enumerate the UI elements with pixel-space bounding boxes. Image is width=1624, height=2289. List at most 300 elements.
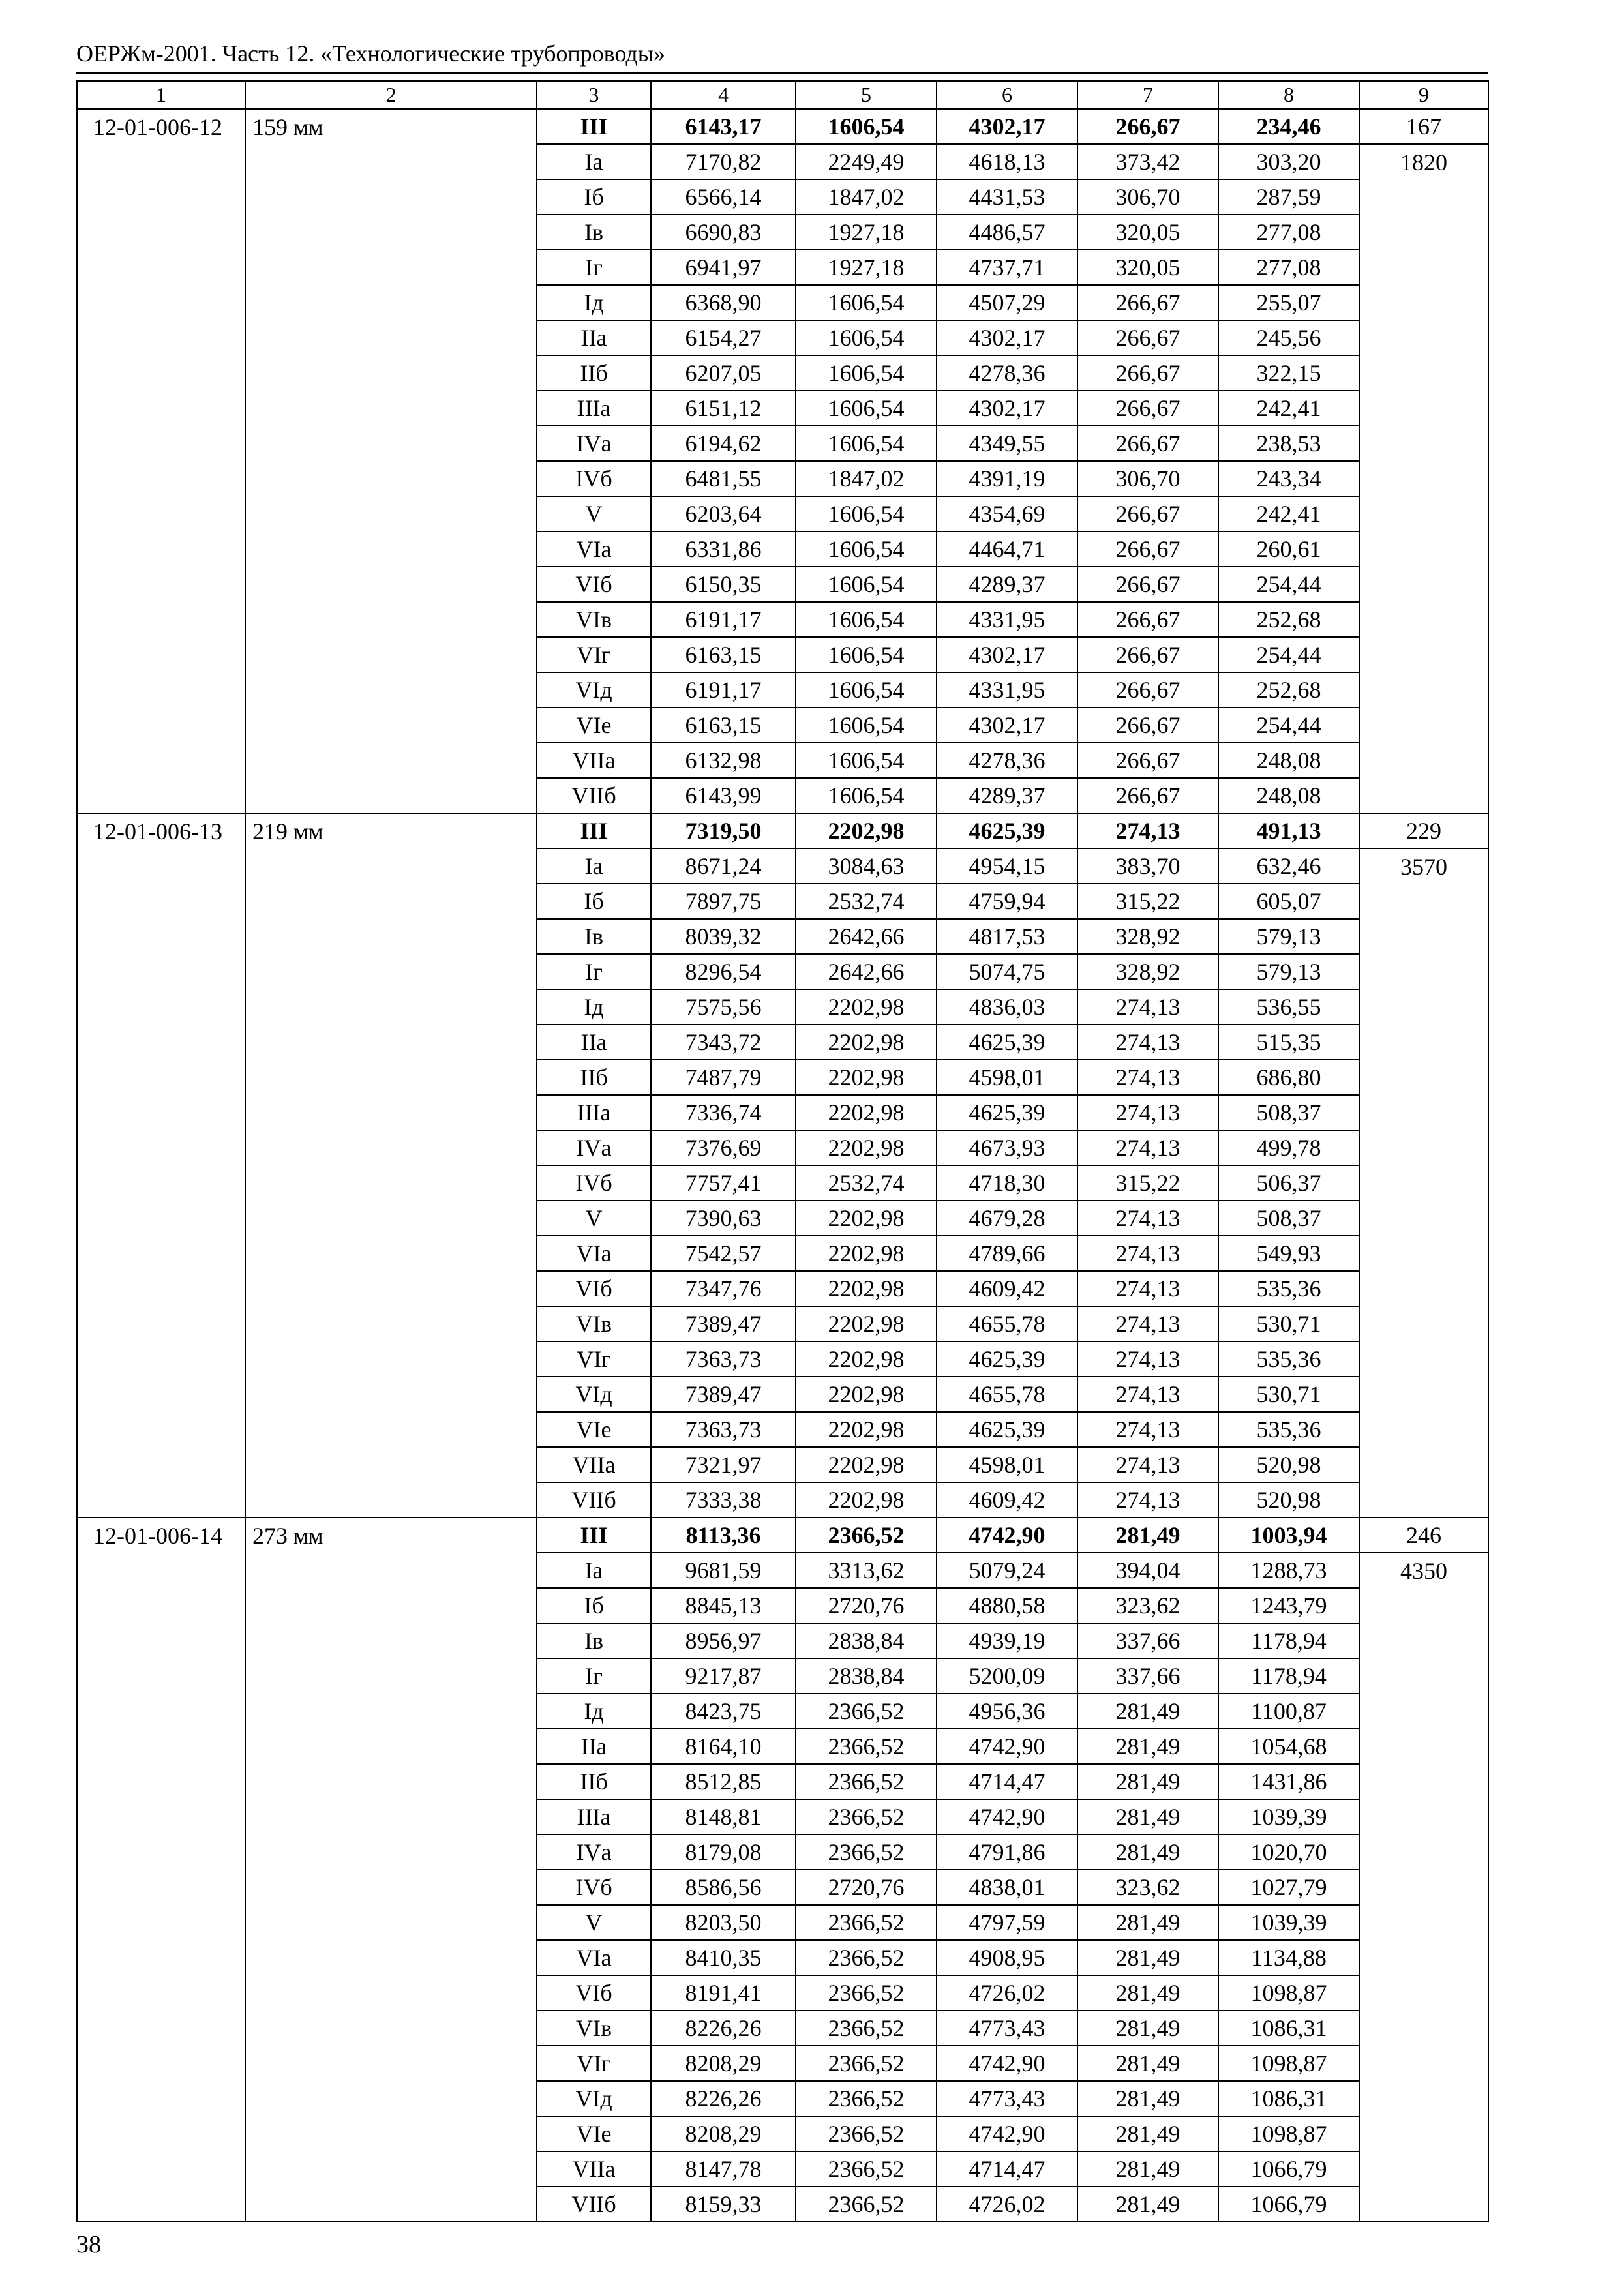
rate-code-cell — [77, 2187, 245, 2222]
machine-cost-cell: 4598,01 — [937, 1060, 1077, 1095]
wages-cell: 1606,54 — [796, 355, 937, 391]
zone-cell: IVа — [537, 1834, 651, 1870]
rate-code-cell — [77, 1940, 245, 1975]
total-cost-cell: 7170,82 — [651, 144, 796, 179]
materials-cell: 277,08 — [1218, 250, 1359, 285]
machine-cost-cell: 4836,03 — [937, 989, 1077, 1025]
wages-cell: 1606,54 — [796, 743, 937, 778]
table-row — [77, 1870, 1488, 1905]
zone-cell: VIе — [537, 708, 651, 743]
table-row — [77, 1130, 1488, 1165]
pipe-size-cell — [245, 355, 537, 391]
table-row — [77, 989, 1488, 1025]
rate-code-cell — [77, 2046, 245, 2081]
labor-cell — [1359, 250, 1488, 285]
machine-cost-cell: 4742,90 — [937, 2046, 1077, 2081]
rate-code-cell — [77, 285, 245, 320]
total-cost-cell: 8164,10 — [651, 1729, 796, 1764]
operator-wages-cell: 306,70 — [1077, 179, 1218, 215]
machine-cost-cell: 4464,71 — [937, 531, 1077, 567]
rate-code-cell — [77, 1658, 245, 1694]
wages-cell: 2532,74 — [796, 1165, 937, 1201]
rate-code-cell — [77, 1025, 245, 1060]
pipe-size-cell — [245, 637, 537, 672]
pipe-size-cell: 159 мм — [245, 109, 537, 144]
labor-cell — [1359, 708, 1488, 743]
wages-cell: 2202,98 — [796, 1412, 937, 1447]
pipe-size-cell — [245, 1764, 537, 1799]
total-cost-cell: 6151,12 — [651, 391, 796, 426]
rate-code-cell — [77, 1834, 245, 1870]
table-row — [77, 2151, 1488, 2187]
column-number: 1 — [77, 81, 245, 109]
rate-code-cell — [77, 848, 245, 884]
operator-wages-cell: 323,62 — [1077, 1870, 1218, 1905]
materials-cell: 1098,87 — [1218, 2116, 1359, 2151]
total-cost-cell: 7575,56 — [651, 989, 796, 1025]
machine-cost-cell: 4302,17 — [937, 637, 1077, 672]
operator-wages-cell: 274,13 — [1077, 1060, 1218, 1095]
machine-cost-cell: 4302,17 — [937, 320, 1077, 355]
zone-cell: VIб — [537, 1271, 651, 1306]
pipe-size-cell — [245, 531, 537, 567]
zone-cell: VIе — [537, 2116, 651, 2151]
labor-cell — [1359, 355, 1488, 391]
machine-cost-cell: 5074,75 — [937, 954, 1077, 989]
labor-cell — [1359, 285, 1488, 320]
total-cost-cell: 6132,98 — [651, 743, 796, 778]
zone-cell: Iд — [537, 989, 651, 1025]
table-row — [77, 743, 1488, 778]
machine-cost-cell: 4759,94 — [937, 884, 1077, 919]
wages-cell: 2838,84 — [796, 1658, 937, 1694]
materials-cell: 1054,68 — [1218, 1729, 1359, 1764]
machine-cost-cell: 4718,30 — [937, 1165, 1077, 1201]
zone-cell: VIб — [537, 1975, 651, 2011]
labor-cell — [1359, 1764, 1488, 1799]
table-row — [77, 1482, 1488, 1518]
zone-cell: VIIа — [537, 2151, 651, 2187]
materials-cell: 1039,39 — [1218, 1905, 1359, 1940]
materials-cell: 1098,87 — [1218, 2046, 1359, 2081]
machine-cost-cell: 4625,39 — [937, 1095, 1077, 1130]
operator-wages-cell: 281,49 — [1077, 2151, 1218, 2187]
wages-cell: 2366,52 — [796, 1729, 937, 1764]
rate-code-cell — [77, 1412, 245, 1447]
rate-code-cell: 12-01-006-13 — [77, 813, 245, 848]
operator-wages-cell: 337,66 — [1077, 1623, 1218, 1658]
operator-wages-cell: 274,13 — [1077, 1025, 1218, 1060]
zone-cell: VIв — [537, 2011, 651, 2046]
pipe-size-cell — [245, 1834, 537, 1870]
operator-wages-cell: 281,49 — [1077, 1694, 1218, 1729]
total-cost-cell: 8296,54 — [651, 954, 796, 989]
pipe-size-cell: 273 мм — [245, 1518, 537, 1553]
machine-cost-cell: 4391,19 — [937, 461, 1077, 496]
pipe-size-cell — [245, 1377, 537, 1412]
table-row — [77, 1588, 1488, 1623]
machine-cost-cell: 4625,39 — [937, 1341, 1077, 1377]
labor-cell — [1359, 1165, 1488, 1201]
wages-cell: 2642,66 — [796, 954, 937, 989]
labor-cell — [1359, 496, 1488, 531]
total-cost-cell: 9217,87 — [651, 1658, 796, 1694]
total-cost-cell: 6331,86 — [651, 531, 796, 567]
pipe-size-cell — [245, 391, 537, 426]
machine-cost-cell: 4278,36 — [937, 743, 1077, 778]
labor-cell — [1359, 1447, 1488, 1482]
table-row — [77, 813, 1488, 848]
column-number: 3 — [537, 81, 651, 109]
table-row — [77, 144, 1488, 179]
labor-cell — [1359, 919, 1488, 954]
page-number: 38 — [76, 2231, 101, 2258]
pipe-size-cell — [245, 778, 537, 813]
operator-wages-cell: 281,49 — [1077, 2081, 1218, 2116]
column-number: 5 — [796, 81, 937, 109]
materials-cell: 322,15 — [1218, 355, 1359, 391]
wages-cell: 1847,02 — [796, 461, 937, 496]
rate-code-cell — [77, 567, 245, 602]
wages-cell: 1606,54 — [796, 778, 937, 813]
rates-table — [76, 80, 1489, 2222]
labor-cell — [1359, 637, 1488, 672]
rate-code-cell — [77, 1975, 245, 2011]
machine-cost-cell: 4655,78 — [937, 1306, 1077, 1341]
materials-cell: 242,41 — [1218, 391, 1359, 426]
zone-cell: Iг — [537, 1658, 651, 1694]
labor-cell — [1359, 1060, 1488, 1095]
materials-cell: 1243,79 — [1218, 1588, 1359, 1623]
pipe-size-cell — [245, 672, 537, 708]
wages-cell: 2202,98 — [796, 1025, 937, 1060]
wages-cell: 2366,52 — [796, 2046, 937, 2081]
machine-cost-cell: 4431,53 — [937, 179, 1077, 215]
machine-cost-cell: 5200,09 — [937, 1658, 1077, 1694]
total-cost-cell: 6163,15 — [651, 637, 796, 672]
rate-code-cell — [77, 1377, 245, 1412]
operator-wages-cell: 266,67 — [1077, 567, 1218, 602]
pipe-size-cell — [245, 848, 537, 884]
page-header-title: ОЕРЖм-2001. Часть 12. «Технологические трубопроводы» — [76, 40, 665, 67]
total-cost-cell: 8208,29 — [651, 2046, 796, 2081]
total-cost-cell: 6207,05 — [651, 355, 796, 391]
zone-cell: IIб — [537, 1764, 651, 1799]
wages-cell: 2532,74 — [796, 884, 937, 919]
labor-cell — [1359, 1306, 1488, 1341]
rate-code-cell — [77, 320, 245, 355]
zone-cell: V — [537, 1905, 651, 1940]
rate-code-cell — [77, 1623, 245, 1658]
labor-cell — [1359, 1095, 1488, 1130]
rate-code-cell — [77, 461, 245, 496]
machine-cost-cell: 4939,19 — [937, 1623, 1077, 1658]
machine-cost-cell: 4618,13 — [937, 144, 1077, 179]
operator-wages-cell: 274,13 — [1077, 813, 1218, 848]
pipe-size-cell — [245, 1940, 537, 1975]
wages-cell: 1606,54 — [796, 567, 937, 602]
machine-cost-cell: 4354,69 — [937, 496, 1077, 531]
labor-cell — [1359, 672, 1488, 708]
rate-code-cell — [77, 391, 245, 426]
wages-cell: 1847,02 — [796, 179, 937, 215]
wages-cell: 2249,49 — [796, 144, 937, 179]
column-number-row — [77, 81, 1488, 109]
operator-wages-cell: 266,67 — [1077, 778, 1218, 813]
total-cost-cell: 6941,97 — [651, 250, 796, 285]
total-cost-cell: 6566,14 — [651, 179, 796, 215]
wages-cell: 1606,54 — [796, 602, 937, 637]
machine-cost-cell: 4742,90 — [937, 2116, 1077, 2151]
table-row — [77, 778, 1488, 813]
total-cost-cell: 7389,47 — [651, 1306, 796, 1341]
rate-code-cell: 12-01-006-12 — [77, 109, 245, 144]
machine-cost-cell: 4880,58 — [937, 1588, 1077, 1623]
machine-cost-cell: 4598,01 — [937, 1447, 1077, 1482]
total-cost-cell: 8203,50 — [651, 1905, 796, 1940]
total-cost-cell: 6194,62 — [651, 426, 796, 461]
materials-cell: 1086,31 — [1218, 2011, 1359, 2046]
materials-cell: 520,98 — [1218, 1447, 1359, 1482]
table-row — [77, 1658, 1488, 1694]
rate-code-cell: 12-01-006-14 — [77, 1518, 245, 1553]
labor-cell — [1359, 1412, 1488, 1447]
rate-code-cell — [77, 743, 245, 778]
materials-cell: 1020,70 — [1218, 1834, 1359, 1870]
operator-wages-cell: 274,13 — [1077, 1130, 1218, 1165]
labor-cell — [1359, 1940, 1488, 1975]
machine-cost-cell: 4714,47 — [937, 1764, 1077, 1799]
operator-wages-cell: 281,49 — [1077, 1764, 1218, 1799]
pipe-size-cell: 219 мм — [245, 813, 537, 848]
rate-code-cell — [77, 1870, 245, 1905]
table-row — [77, 1060, 1488, 1095]
pipe-size-cell — [245, 1905, 537, 1940]
total-cost-cell: 8586,56 — [651, 1870, 796, 1905]
zone-cell: VIв — [537, 602, 651, 637]
labor-cell — [1359, 1236, 1488, 1271]
zone-cell: VIIа — [537, 1447, 651, 1482]
labor-cell — [1359, 391, 1488, 426]
machine-cost-cell: 4349,55 — [937, 426, 1077, 461]
labor-cell — [1359, 2011, 1488, 2046]
pipe-size-cell — [245, 884, 537, 919]
total-cost-cell: 8226,26 — [651, 2011, 796, 2046]
rate-code-cell — [77, 1905, 245, 1940]
rate-code-cell — [77, 1799, 245, 1834]
materials-cell: 1288,73 — [1218, 1553, 1359, 1588]
pipe-size-cell — [245, 1236, 537, 1271]
total-cost-cell: 8208,29 — [651, 2116, 796, 2151]
total-cost-cell: 8226,26 — [651, 2081, 796, 2116]
table-row — [77, 954, 1488, 989]
pipe-size-cell — [245, 708, 537, 743]
labor-cell — [1359, 1658, 1488, 1694]
operator-wages-cell: 281,49 — [1077, 2187, 1218, 2222]
rate-code-cell — [77, 2081, 245, 2116]
total-cost-cell: 8512,85 — [651, 1764, 796, 1799]
wages-cell: 1927,18 — [796, 215, 937, 250]
zone-cell: Iб — [537, 179, 651, 215]
wages-cell: 1927,18 — [796, 250, 937, 285]
table-row — [77, 531, 1488, 567]
machine-cost-cell: 4773,43 — [937, 2011, 1077, 2046]
pipe-size-cell — [245, 1271, 537, 1306]
total-cost-cell: 6690,83 — [651, 215, 796, 250]
table-row — [77, 1165, 1488, 1201]
table-row — [77, 1377, 1488, 1412]
table-row — [77, 672, 1488, 708]
labor-cell — [1359, 2046, 1488, 2081]
operator-wages-cell: 328,92 — [1077, 919, 1218, 954]
total-cost-cell: 6481,55 — [651, 461, 796, 496]
machine-cost-cell: 4838,01 — [937, 1870, 1077, 1905]
rate-code-cell — [77, 1729, 245, 1764]
rate-code-cell — [77, 919, 245, 954]
total-cost-cell: 8956,97 — [651, 1623, 796, 1658]
table-row — [77, 426, 1488, 461]
operator-wages-cell: 320,05 — [1077, 215, 1218, 250]
machine-cost-cell: 4789,66 — [937, 1236, 1077, 1271]
operator-wages-cell: 281,49 — [1077, 1834, 1218, 1870]
zone-cell: VIв — [537, 1306, 651, 1341]
machine-cost-cell: 4726,02 — [937, 2187, 1077, 2222]
materials-cell: 515,35 — [1218, 1025, 1359, 1060]
zone-cell: IVб — [537, 1870, 651, 1905]
zone-cell: IIа — [537, 320, 651, 355]
rate-code-cell — [77, 1553, 245, 1588]
pipe-size-cell — [245, 567, 537, 602]
labor-cell — [1359, 1623, 1488, 1658]
labor-cell — [1359, 1341, 1488, 1377]
zone-cell: VIа — [537, 1940, 651, 1975]
operator-wages-cell: 323,62 — [1077, 1588, 1218, 1623]
operator-wages-cell: 266,67 — [1077, 109, 1218, 144]
total-cost-cell: 9681,59 — [651, 1553, 796, 1588]
wages-cell: 2838,84 — [796, 1623, 937, 1658]
zone-cell: IVб — [537, 461, 651, 496]
table-row — [77, 391, 1488, 426]
labor-cell — [1359, 567, 1488, 602]
zone-cell: Iб — [537, 884, 651, 919]
total-cost-cell: 7897,75 — [651, 884, 796, 919]
column-number: 4 — [651, 81, 796, 109]
labor-cell — [1359, 531, 1488, 567]
zone-cell: VIIб — [537, 2187, 651, 2222]
wages-cell: 2720,76 — [796, 1870, 937, 1905]
zone-cell: VIг — [537, 637, 651, 672]
rate-code-cell — [77, 1236, 245, 1271]
table-row — [77, 1694, 1488, 1729]
labor-cell — [1359, 215, 1488, 250]
wages-cell: 2202,98 — [796, 1341, 937, 1377]
pipe-size-cell — [245, 1623, 537, 1658]
rate-code-cell — [77, 708, 245, 743]
zone-cell: III — [537, 1518, 651, 1553]
rate-code-cell — [77, 1447, 245, 1482]
materials-cell: 1027,79 — [1218, 1870, 1359, 1905]
operator-wages-cell: 315,22 — [1077, 884, 1218, 919]
labor-cell: 229 — [1359, 813, 1488, 848]
materials-cell: 632,46 — [1218, 848, 1359, 884]
operator-wages-cell: 266,67 — [1077, 602, 1218, 637]
machine-cost-cell: 4609,42 — [937, 1271, 1077, 1306]
table-row — [77, 637, 1488, 672]
zone-cell: IIIа — [537, 1095, 651, 1130]
rate-code-cell — [77, 1588, 245, 1623]
materials-cell: 238,53 — [1218, 426, 1359, 461]
table-row — [77, 109, 1488, 144]
zone-cell: Iг — [537, 954, 651, 989]
labor-cell: 4350 — [1359, 1553, 1488, 1588]
table-row — [77, 919, 1488, 954]
materials-cell: 1178,94 — [1218, 1658, 1359, 1694]
machine-cost-cell: 5079,24 — [937, 1553, 1077, 1588]
rate-code-cell — [77, 250, 245, 285]
wages-cell: 2366,52 — [796, 2081, 937, 2116]
materials-cell: 549,93 — [1218, 1236, 1359, 1271]
labor-cell — [1359, 2116, 1488, 2151]
machine-cost-cell: 4289,37 — [937, 778, 1077, 813]
operator-wages-cell: 274,13 — [1077, 1095, 1218, 1130]
pipe-size-cell — [245, 1201, 537, 1236]
wages-cell: 3084,63 — [796, 848, 937, 884]
zone-cell: III — [537, 109, 651, 144]
zone-cell: IVа — [537, 426, 651, 461]
pipe-size-cell — [245, 2011, 537, 2046]
rate-code-cell — [77, 1271, 245, 1306]
wages-cell: 2366,52 — [796, 1764, 937, 1799]
zone-cell: VIд — [537, 672, 651, 708]
total-cost-cell: 6191,17 — [651, 672, 796, 708]
table-row — [77, 2187, 1488, 2222]
table-row — [77, 1201, 1488, 1236]
table-row — [77, 1905, 1488, 1940]
total-cost-cell: 6143,17 — [651, 109, 796, 144]
table-row — [77, 848, 1488, 884]
pipe-size-cell — [245, 743, 537, 778]
pipe-size-cell — [245, 144, 537, 179]
materials-cell: 245,56 — [1218, 320, 1359, 355]
pipe-size-cell — [245, 919, 537, 954]
labor-cell — [1359, 743, 1488, 778]
materials-cell: 234,46 — [1218, 109, 1359, 144]
machine-cost-cell: 4954,15 — [937, 848, 1077, 884]
total-cost-cell: 6143,99 — [651, 778, 796, 813]
wages-cell: 2202,98 — [796, 1236, 937, 1271]
zone-cell: IIа — [537, 1025, 651, 1060]
total-cost-cell: 8113,36 — [651, 1518, 796, 1553]
zone-cell: VIа — [537, 1236, 651, 1271]
table-row — [77, 1799, 1488, 1834]
wages-cell: 2366,52 — [796, 2011, 937, 2046]
column-number: 2 — [245, 81, 537, 109]
wages-cell: 1606,54 — [796, 531, 937, 567]
operator-wages-cell: 266,67 — [1077, 743, 1218, 778]
pipe-size-cell — [245, 1553, 537, 1588]
operator-wages-cell: 266,67 — [1077, 426, 1218, 461]
wages-cell: 1606,54 — [796, 637, 937, 672]
rate-code-cell — [77, 1306, 245, 1341]
total-cost-cell: 8671,24 — [651, 848, 796, 884]
materials-cell: 1086,31 — [1218, 2081, 1359, 2116]
operator-wages-cell: 281,49 — [1077, 2116, 1218, 2151]
labor-cell — [1359, 1130, 1488, 1165]
labor-cell — [1359, 2151, 1488, 2187]
zone-cell: Iд — [537, 1694, 651, 1729]
materials-cell: 252,68 — [1218, 602, 1359, 637]
total-cost-cell: 8423,75 — [651, 1694, 796, 1729]
